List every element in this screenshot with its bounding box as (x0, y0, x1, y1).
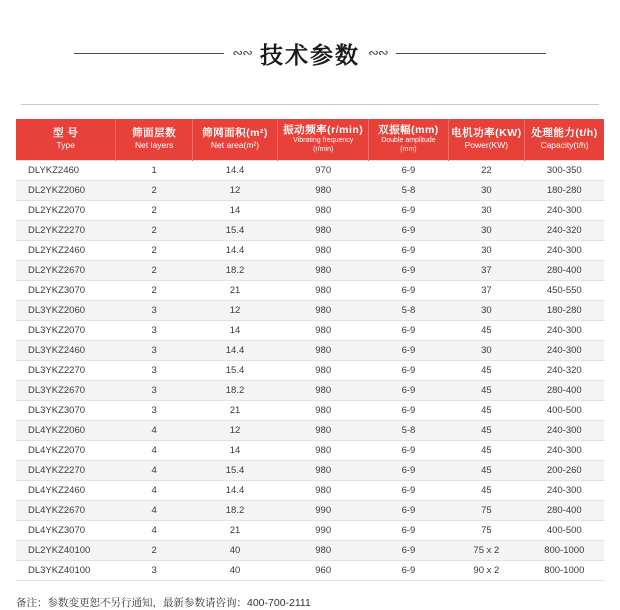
cell-amplitude: 6-9 (369, 260, 448, 280)
cell-layers: 2 (116, 260, 192, 280)
col-header-capacity (525, 119, 604, 161)
cell-layers: 3 (116, 300, 192, 320)
col-header-net-area-en: Net area(m²) (210, 139, 260, 150)
cell-frequency: 980 (278, 180, 369, 200)
cell-layers: 2 (116, 240, 192, 260)
table-row (16, 440, 604, 460)
table-row (16, 260, 604, 280)
cell-type: DL4YKZ3070 (16, 520, 116, 540)
cell-net-area: 21 (192, 400, 277, 420)
table-row (16, 540, 604, 560)
cell-capacity: 400-500 (525, 520, 604, 540)
table-row (16, 340, 604, 360)
cell-power: 75 x 2 (448, 540, 524, 560)
cell-layers: 1 (116, 160, 192, 180)
cell-capacity: 240-300 (525, 340, 604, 360)
cell-type: DL3YKZ2060 (16, 300, 116, 320)
cell-frequency: 980 (278, 540, 369, 560)
header-rule-left (74, 53, 224, 54)
cell-frequency: 960 (278, 560, 369, 580)
cell-capacity: 180-280 (525, 300, 604, 320)
cell-type: DL3YKZ2070 (16, 320, 116, 340)
cell-type: DL4YKZ2460 (16, 480, 116, 500)
cell-layers: 2 (116, 280, 192, 300)
cell-frequency: 980 (278, 380, 369, 400)
cell-type: DL2YKZ2270 (16, 220, 116, 240)
cell-capacity: 180-280 (525, 180, 604, 200)
cell-frequency: 980 (278, 400, 369, 420)
col-header-amplitude-cn: 双振幅(mm) (378, 123, 439, 136)
cell-net-area: 21 (192, 520, 277, 540)
cell-power: 45 (448, 460, 524, 480)
cell-amplitude: 6-9 (369, 520, 448, 540)
cell-net-area: 14.4 (192, 480, 277, 500)
cell-frequency: 980 (278, 440, 369, 460)
col-header-frequency-cn: 振动频率(r/min) (283, 123, 364, 136)
cell-layers: 2 (116, 220, 192, 240)
cell-frequency: 970 (278, 160, 369, 180)
cell-power: 30 (448, 240, 524, 260)
col-header-frequency (278, 119, 369, 161)
cell-net-area: 14.4 (192, 340, 277, 360)
page-title: 技术参数 (260, 42, 360, 69)
cell-layers: 3 (116, 360, 192, 380)
cell-amplitude: 6-9 (369, 400, 448, 420)
col-header-power-en: Power(KW) (464, 139, 509, 150)
cell-capacity: 240-320 (525, 360, 604, 380)
cell-capacity: 800-1000 (525, 560, 604, 580)
table-row (16, 500, 604, 520)
cell-layers: 3 (116, 560, 192, 580)
cell-layers: 2 (116, 180, 192, 200)
cell-type: DL4YKZ2070 (16, 440, 116, 460)
cell-layers: 3 (116, 380, 192, 400)
col-header-type-cn: 型 号 (53, 127, 79, 140)
cell-power: 45 (448, 400, 524, 420)
cell-net-area: 40 (192, 560, 277, 580)
cell-frequency: 980 (278, 220, 369, 240)
cell-power: 30 (448, 300, 524, 320)
cell-net-area: 14 (192, 200, 277, 220)
cell-frequency: 980 (278, 460, 369, 480)
cell-amplitude: 5-8 (369, 300, 448, 320)
table-row (16, 160, 604, 180)
cell-frequency: 980 (278, 340, 369, 360)
cell-amplitude: 6-9 (369, 340, 448, 360)
cell-layers: 4 (116, 420, 192, 440)
cell-type: DL2YKZ3070 (16, 280, 116, 300)
cell-capacity: 280-400 (525, 500, 604, 520)
cell-net-area: 21 (192, 280, 277, 300)
col-header-amplitude-unit: (mm) (400, 145, 417, 153)
spec-table (16, 119, 604, 581)
cell-type: DL4YKZ2270 (16, 460, 116, 480)
cell-capacity: 300-350 (525, 160, 604, 180)
cell-net-area: 12 (192, 300, 277, 320)
header-row (16, 119, 604, 161)
cell-net-area: 15.4 (192, 460, 277, 480)
cell-amplitude: 6-9 (369, 240, 448, 260)
spec-table-container (16, 119, 604, 581)
cell-type: DL2YKZ40100 (16, 540, 116, 560)
cell-power: 45 (448, 320, 524, 340)
col-header-power (448, 119, 524, 161)
cell-power: 37 (448, 260, 524, 280)
table-row (16, 220, 604, 240)
cell-amplitude: 6-9 (369, 440, 448, 460)
cell-amplitude: 6-9 (369, 220, 448, 240)
cell-power: 90 x 2 (448, 560, 524, 580)
cell-power: 37 (448, 280, 524, 300)
table-row (16, 420, 604, 440)
cell-net-area: 14 (192, 320, 277, 340)
cell-amplitude: 6-9 (369, 480, 448, 500)
cell-net-area: 15.4 (192, 360, 277, 380)
cell-net-area: 12 (192, 180, 277, 200)
cell-type: DL3YKZ2670 (16, 380, 116, 400)
cell-power: 45 (448, 420, 524, 440)
cell-amplitude: 6-9 (369, 280, 448, 300)
cell-capacity: 240-320 (525, 220, 604, 240)
cell-capacity: 800-1000 (525, 540, 604, 560)
col-header-capacity-en: Capacity(t/h) (540, 139, 589, 150)
cell-capacity: 450-550 (525, 280, 604, 300)
table-row (16, 400, 604, 420)
ornament-left-icon: ∾∾ (232, 45, 252, 61)
cell-amplitude: 6-9 (369, 320, 448, 340)
cell-frequency: 980 (278, 320, 369, 340)
cell-amplitude: 6-9 (369, 560, 448, 580)
cell-frequency: 980 (278, 300, 369, 320)
col-header-layers-cn: 筛面层数 (132, 127, 177, 140)
col-header-power-cn: 电机功率(KW) (451, 127, 522, 140)
col-header-type-en: Type (56, 139, 75, 150)
cell-layers: 4 (116, 460, 192, 480)
header-rule-right (396, 53, 546, 54)
col-header-layers (116, 119, 192, 161)
cell-net-area: 15.4 (192, 220, 277, 240)
cell-layers: 4 (116, 440, 192, 460)
cell-amplitude: 6-9 (369, 460, 448, 480)
cell-type: DL3YKZ2270 (16, 360, 116, 380)
cell-net-area: 18.2 (192, 380, 277, 400)
cell-power: 22 (448, 160, 524, 180)
cell-type: DL3YKZ2460 (16, 340, 116, 360)
cell-frequency: 980 (278, 480, 369, 500)
cell-layers: 2 (116, 200, 192, 220)
cell-frequency: 990 (278, 500, 369, 520)
cell-net-area: 12 (192, 420, 277, 440)
cell-amplitude: 6-9 (369, 360, 448, 380)
cell-net-area: 14.4 (192, 160, 277, 180)
ornament-right-icon: ∾∾ (368, 45, 388, 61)
cell-power: 45 (448, 380, 524, 400)
col-header-type (16, 119, 116, 161)
table-row (16, 320, 604, 340)
cell-layers: 3 (116, 340, 192, 360)
cell-layers: 3 (116, 320, 192, 340)
table-row (16, 460, 604, 480)
col-header-layers-en: Net layers (135, 139, 174, 150)
col-header-net-area-cn: 筛网面积(m²) (202, 127, 268, 140)
cell-layers: 4 (116, 520, 192, 540)
cell-power: 30 (448, 340, 524, 360)
cell-power: 30 (448, 220, 524, 240)
cell-net-area: 18.2 (192, 260, 277, 280)
cell-type: DL4YKZ2060 (16, 420, 116, 440)
col-header-net-area (192, 119, 277, 161)
cell-capacity: 200-260 (525, 460, 604, 480)
cell-type: DL2YKZ2070 (16, 200, 116, 220)
cell-capacity: 240-300 (525, 320, 604, 340)
cell-frequency: 980 (278, 280, 369, 300)
cell-layers: 4 (116, 480, 192, 500)
cell-capacity: 240-300 (525, 200, 604, 220)
cell-frequency: 980 (278, 240, 369, 260)
cell-net-area: 14 (192, 440, 277, 460)
cell-frequency: 980 (278, 420, 369, 440)
col-header-amplitude-en: Double amplitude (381, 136, 436, 144)
col-header-amplitude (369, 119, 448, 161)
cell-capacity: 240-300 (525, 440, 604, 460)
cell-net-area: 40 (192, 540, 277, 560)
cell-frequency: 990 (278, 520, 369, 540)
table-row (16, 200, 604, 220)
table-row (16, 520, 604, 540)
cell-type: DL2YKZ2670 (16, 260, 116, 280)
cell-power: 45 (448, 360, 524, 380)
table-head (16, 119, 604, 161)
col-header-frequency-en: Vibrating frequency (293, 136, 354, 144)
cell-type: DL3YKZ3070 (16, 400, 116, 420)
col-header-frequency-unit: (r/min) (313, 145, 334, 153)
table-row (16, 180, 604, 200)
cell-capacity: 280-400 (525, 380, 604, 400)
table-row (16, 240, 604, 260)
cell-power: 45 (448, 480, 524, 500)
cell-net-area: 14.4 (192, 240, 277, 260)
cell-capacity: 400-500 (525, 400, 604, 420)
table-body (16, 160, 604, 580)
cell-layers: 3 (116, 400, 192, 420)
cell-type: DL4YKZ2670 (16, 500, 116, 520)
cell-amplitude: 5-8 (369, 180, 448, 200)
table-row (16, 480, 604, 500)
cell-frequency: 980 (278, 200, 369, 220)
cell-power: 30 (448, 180, 524, 200)
cell-net-area: 18.2 (192, 500, 277, 520)
header-divider (21, 104, 599, 105)
cell-capacity: 280-400 (525, 260, 604, 280)
cell-amplitude: 6-9 (369, 160, 448, 180)
table-row (16, 280, 604, 300)
table-row (16, 300, 604, 320)
table-row (16, 560, 604, 580)
cell-power: 45 (448, 440, 524, 460)
cell-frequency: 980 (278, 260, 369, 280)
cell-layers: 4 (116, 500, 192, 520)
cell-power: 75 (448, 500, 524, 520)
cell-amplitude: 6-9 (369, 200, 448, 220)
cell-power: 75 (448, 520, 524, 540)
cell-amplitude: 5-8 (369, 420, 448, 440)
cell-amplitude: 6-9 (369, 540, 448, 560)
cell-layers: 2 (116, 540, 192, 560)
cell-amplitude: 6-9 (369, 500, 448, 520)
cell-frequency: 980 (278, 360, 369, 380)
cell-capacity: 240-300 (525, 240, 604, 260)
table-row (16, 360, 604, 380)
cell-capacity: 240-300 (525, 420, 604, 440)
col-header-capacity-cn: 处理能力(t/h) (531, 127, 598, 140)
cell-amplitude: 6-9 (369, 380, 448, 400)
table-row (16, 380, 604, 400)
cell-capacity: 240-300 (525, 480, 604, 500)
cell-type: DL2YKZ2460 (16, 240, 116, 260)
section-header (0, 0, 620, 96)
cell-type: DL2YKZ2060 (16, 180, 116, 200)
cell-type: DL3YKZ40100 (16, 560, 116, 580)
footer-note: 备注：参数变更恕不另行通知，最新参数请咨询：400-700-2111 (16, 596, 311, 609)
cell-power: 30 (448, 200, 524, 220)
cell-type: DLYKZ2460 (16, 160, 116, 180)
